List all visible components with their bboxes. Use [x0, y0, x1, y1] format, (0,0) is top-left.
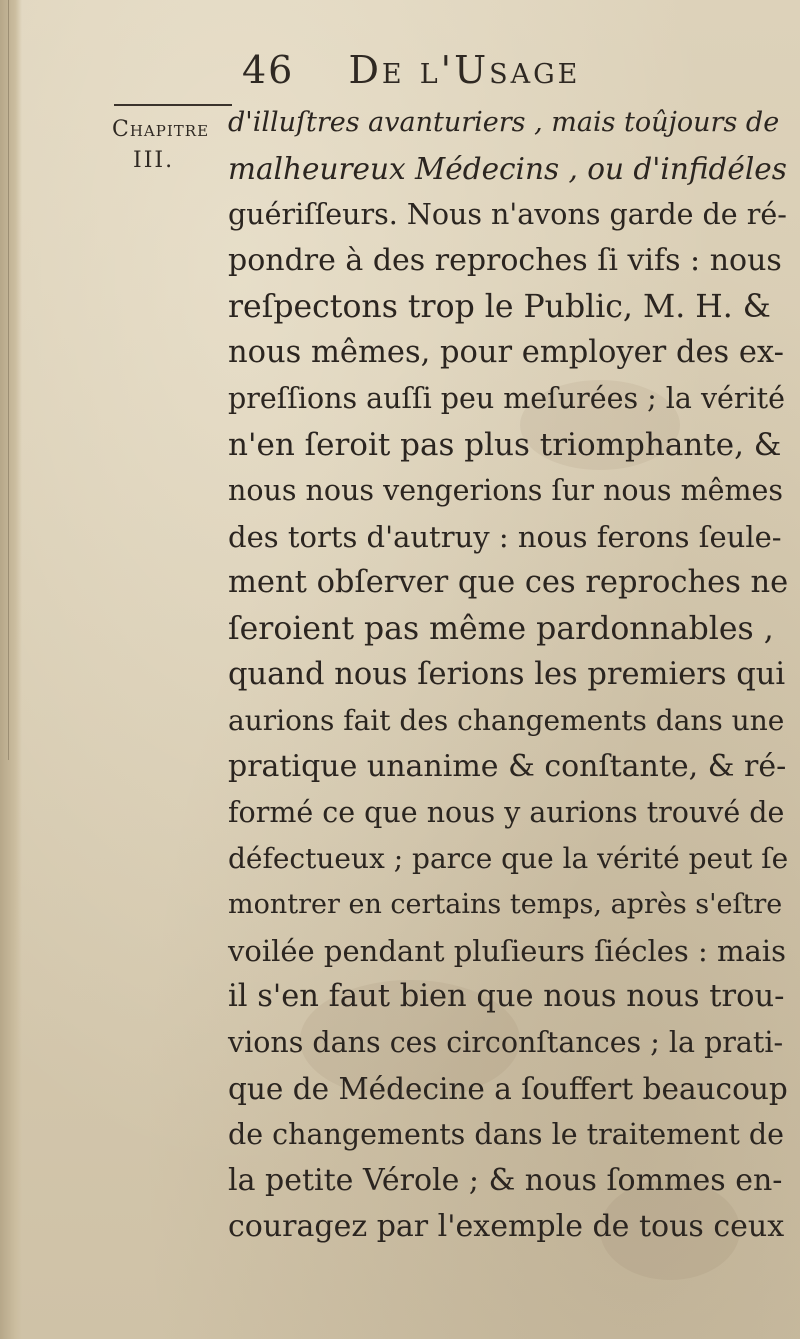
- text-line: ſeroient pas même pardonnables ,: [228, 611, 774, 647]
- text-line: défectueux ; parce que la vérité peut ſe: [228, 842, 789, 875]
- text-line: nous nous vengerions ſur nous mêmes: [228, 474, 784, 507]
- text-line: formé ce que nous y aurions trouvé de: [228, 796, 785, 829]
- page-fold-line: [8, 0, 9, 760]
- text-line: preſſions auſſi peu meſurées ; la vérité: [228, 382, 785, 415]
- text-line: montrer en certains temps, après s'eſtre: [228, 889, 783, 920]
- text-line: aurions fait des changements dans une: [228, 704, 785, 737]
- body-text: [228, 100, 788, 1250]
- running-head-title: De l'Usage: [348, 48, 581, 92]
- text-line: de changements dans le traitement de: [228, 1118, 785, 1151]
- chapter-rule-divider: [114, 104, 232, 106]
- text-line: reſpectons trop le Public, M. H. &: [228, 289, 771, 325]
- text-line: n'en ſeroit pas plus triomphante, &: [228, 427, 782, 463]
- text-line: d'illuſtres avanturiers , mais toûjours de: [228, 107, 780, 138]
- text-line: vions dans ces circonſtances ; la prati-: [228, 1026, 784, 1059]
- chapter-number: III.: [133, 148, 175, 173]
- running-head: [242, 48, 580, 92]
- text-line: quand nous ſerions les premiers qui: [228, 657, 786, 692]
- text-line: pratique unanime & conſtante, & ré-: [228, 749, 787, 784]
- text-line: il s'en faut bien que nous nous trou-: [228, 979, 785, 1014]
- text-line: couragez par l'exemple de tous ceux: [228, 1209, 785, 1244]
- text-line: des torts d'autruy : nous ferons ſeule-: [228, 520, 782, 554]
- text-line: pondre à des reproches ſi vifs : nous: [228, 243, 782, 278]
- text-line: guériſſeurs. Nous n'avons garde de ré-: [228, 198, 787, 231]
- page-gutter-edge: [0, 0, 22, 1339]
- text-line: voilée pendant pluſieurs ſiécles : mais: [228, 934, 786, 968]
- text-line: malheureux Médecins , ou d'infidéles: [228, 152, 787, 186]
- text-line: nous mêmes, pour employer des ex-: [228, 335, 784, 370]
- chapter-label: Chapitre: [112, 117, 210, 142]
- page-number: 46: [242, 48, 295, 92]
- text-line: ment obſerver que ces reproches ne: [228, 565, 789, 600]
- text-line: la petite Vérole ; & nous ſommes en-: [228, 1163, 783, 1198]
- text-line: que de Médecine a ſouffert beaucoup: [228, 1072, 788, 1106]
